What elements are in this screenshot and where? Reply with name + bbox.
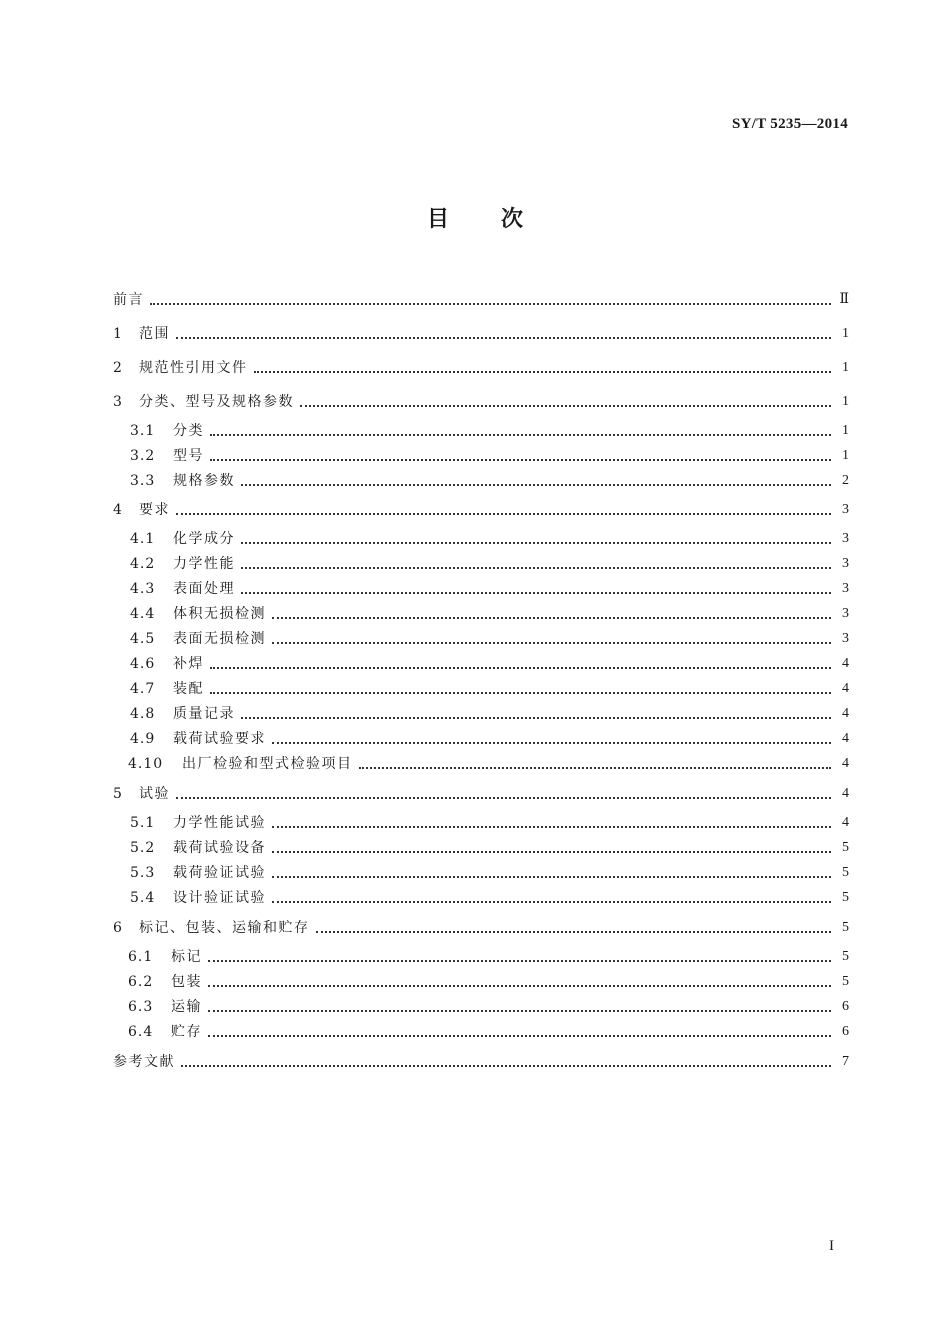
- toc-entry-number: 3: [113, 394, 123, 410]
- toc-entry-label: [130, 730, 266, 748]
- toc-entry-page: 3: [842, 531, 849, 546]
- toc-entry-page: 7: [842, 1054, 849, 1069]
- toc-entry-label: [128, 1023, 202, 1041]
- toc-entry[interactable]: [0, 751, 950, 773]
- toc-entry[interactable]: [0, 389, 950, 411]
- toc-entry-label: [130, 864, 266, 882]
- toc-leader-dots: [300, 405, 831, 407]
- toc-entry-page: 4: [842, 656, 849, 671]
- toc-leader-dots: [272, 901, 831, 903]
- toc-entry-page: 4: [842, 681, 849, 696]
- toc-entry-label: [113, 325, 170, 343]
- toc-entry-number: 4.3: [130, 581, 156, 597]
- toc-entry-page: 1: [842, 448, 849, 463]
- toc-entry[interactable]: [0, 526, 950, 548]
- toc-entry-number: 6: [113, 920, 123, 936]
- toc-entry-page: 3: [842, 556, 849, 571]
- toc-entry-number: 6.3: [128, 999, 154, 1015]
- toc-entry-number: 3.2: [130, 448, 156, 464]
- toc-entry-text: 包装: [171, 974, 202, 990]
- toc-entry-number: 4.8: [130, 706, 156, 722]
- toc-entry[interactable]: [0, 969, 950, 991]
- toc-entry-number: 6.2: [128, 974, 154, 990]
- toc-entry-number: 5: [113, 786, 123, 802]
- toc-entry-number: 6.4: [128, 1024, 154, 1040]
- toc-entry-label: [130, 555, 235, 573]
- toc-entry-label: [128, 948, 202, 966]
- toc-entry-text: 前言: [113, 292, 144, 308]
- toc-entry-text: 标记: [171, 949, 202, 965]
- toc-entry-page: 3: [842, 502, 849, 517]
- toc-entry-label: [113, 785, 170, 803]
- toc-entry[interactable]: [0, 601, 950, 623]
- toc-leader-dots: [241, 717, 831, 719]
- toc-leader-dots: [316, 931, 832, 933]
- toc-entry-text: 运输: [171, 999, 202, 1015]
- toc-entry[interactable]: [0, 355, 950, 377]
- toc-entry[interactable]: [0, 321, 950, 343]
- toc-entry-page: 4: [842, 756, 849, 771]
- toc-entry[interactable]: [0, 497, 950, 519]
- toc-entry[interactable]: [0, 676, 950, 698]
- toc-entry-label: [113, 359, 248, 377]
- toc-entry-text: 质量记录: [173, 706, 235, 722]
- toc-entry-label: [130, 814, 266, 832]
- toc-leader-dots: [176, 337, 831, 339]
- toc-entry-text: 表面处理: [173, 581, 235, 597]
- toc-leader-dots: [210, 459, 831, 461]
- toc-entry-number: 4.5: [130, 631, 156, 647]
- toc-entry-number: 4.9: [130, 731, 156, 747]
- toc-entry-text: 规范性引用文件: [139, 360, 248, 376]
- toc-entry-label: [130, 839, 266, 857]
- toc-entry[interactable]: [0, 418, 950, 440]
- toc-entry-page: 5: [842, 974, 849, 989]
- page-title-char-1: 目: [426, 206, 449, 232]
- toc-entry[interactable]: [0, 443, 950, 465]
- toc-entry[interactable]: [0, 551, 950, 573]
- toc-entry-text: 出厂检验和型式检验项目: [182, 756, 353, 772]
- toc-entry-page: 2: [842, 473, 849, 488]
- toc-entry-label: [113, 919, 310, 937]
- toc-leader-dots: [176, 797, 831, 799]
- toc-entry-page: 1: [842, 326, 849, 341]
- toc-entry-text: 载荷试验要求: [173, 731, 266, 747]
- toc-entry-number: 5.4: [130, 890, 156, 906]
- toc-entry-text: 规格参数: [173, 473, 235, 489]
- toc-entry-number: 4.6: [130, 656, 156, 672]
- toc-entry-label: [130, 705, 235, 723]
- toc-leader-dots: [210, 692, 831, 694]
- toc-entry-text: 载荷验证试验: [173, 865, 266, 881]
- toc-entry-page: 5: [842, 865, 849, 880]
- toc-entry[interactable]: [0, 651, 950, 673]
- toc-entry-label: [130, 680, 204, 698]
- toc-leader-dots: [208, 1010, 831, 1012]
- toc-entry[interactable]: [0, 287, 950, 309]
- toc-entry-page: 6: [842, 999, 849, 1014]
- toc-entry-number: 4.7: [130, 681, 156, 697]
- toc-entry-page: 5: [842, 840, 849, 855]
- toc-entry[interactable]: [0, 885, 950, 907]
- toc-entry[interactable]: [0, 810, 950, 832]
- toc-entry-page: 3: [842, 581, 849, 596]
- toc-entry-number: 4: [113, 502, 123, 518]
- toc-entry-text: 分类、型号及规格参数: [139, 394, 294, 410]
- toc-entry-page: 3: [842, 631, 849, 646]
- toc-entry[interactable]: [0, 701, 950, 723]
- toc-entry-page: 6: [842, 1024, 849, 1039]
- toc-entry-label: [130, 605, 266, 623]
- toc-entry-number: 5.3: [130, 865, 156, 881]
- toc-leader-dots: [181, 1065, 831, 1067]
- toc-entry-number: 3.1: [130, 423, 156, 439]
- page-number: I: [829, 1238, 834, 1254]
- toc-leader-dots: [210, 434, 831, 436]
- toc-entry-label: [128, 755, 353, 773]
- toc-entry-text: 力学性能试验: [173, 815, 266, 831]
- toc-leader-dots: [208, 985, 831, 987]
- toc-entry-label: [130, 580, 235, 598]
- toc-leader-dots: [208, 960, 831, 962]
- toc-entry[interactable]: [0, 726, 950, 748]
- toc-entry[interactable]: [0, 781, 950, 803]
- toc-entry-page: 4: [842, 815, 849, 830]
- toc-entry-page: 4: [842, 731, 849, 746]
- toc-entry-label: [130, 472, 235, 490]
- toc-leader-dots: [359, 767, 832, 769]
- toc-entry-page: 1: [842, 394, 849, 409]
- toc-leader-dots: [272, 642, 831, 644]
- toc-entry[interactable]: [0, 915, 950, 937]
- toc-entry-page: 1: [842, 360, 849, 375]
- toc-entry-text: 要求: [139, 502, 170, 518]
- toc-entry-number: 4.2: [130, 556, 156, 572]
- toc-entry[interactable]: [0, 1049, 950, 1071]
- toc-entry-text: 参考文献: [113, 1054, 175, 1070]
- toc-entry-page: 4: [842, 706, 849, 721]
- toc-entry-page: 5: [842, 949, 849, 964]
- toc-entry-text: 化学成分: [173, 531, 235, 547]
- toc-entry-text: 贮存: [171, 1024, 202, 1040]
- toc-leader-dots: [208, 1035, 831, 1037]
- toc-entry-label: [130, 655, 204, 673]
- toc-entry-text: 试验: [139, 786, 170, 802]
- toc-entry[interactable]: [0, 860, 950, 882]
- toc-entry-number: 4.1: [130, 531, 156, 547]
- toc-leader-dots: [254, 371, 832, 373]
- toc-entry-label: [130, 630, 266, 648]
- toc-entry-label: [113, 1053, 175, 1071]
- toc-leader-dots: [272, 617, 831, 619]
- toc-entry-number: 5.1: [130, 815, 156, 831]
- toc-entry-number: 4.10: [128, 756, 164, 772]
- toc-entry-label: [113, 501, 170, 519]
- toc-leader-dots: [272, 742, 831, 744]
- page-title-char-2: 次: [501, 206, 524, 232]
- toc-entry-page: 1: [842, 423, 849, 438]
- toc-entry-number: 1: [113, 326, 123, 342]
- standard-code: SY/T 5235—2014: [731, 116, 848, 132]
- toc-leader-dots: [241, 484, 831, 486]
- toc-entry-label: [128, 998, 202, 1016]
- toc-entry-text: 型号: [173, 448, 204, 464]
- toc-leader-dots: [272, 851, 831, 853]
- toc-entry-text: 体积无损检测: [173, 606, 266, 622]
- toc-entry-label: [130, 530, 235, 548]
- toc-entry-label: [130, 422, 204, 440]
- toc-leader-dots: [241, 542, 831, 544]
- toc-entry-text: 补焊: [173, 656, 204, 672]
- toc-leader-dots: [241, 567, 831, 569]
- toc-entry-page: 4: [842, 786, 849, 801]
- toc-entry-label: [130, 889, 266, 907]
- toc-entry-text: 设计验证试验: [173, 890, 266, 906]
- toc-entry-page: 5: [842, 890, 849, 905]
- toc-entry-text: 表面无损检测: [173, 631, 266, 647]
- toc-entry[interactable]: [0, 468, 950, 490]
- toc-leader-dots: [210, 667, 831, 669]
- toc-entry[interactable]: [0, 994, 950, 1016]
- toc-entry-label: [128, 973, 202, 991]
- toc-entry[interactable]: [0, 576, 950, 598]
- toc-entry-number: 5.2: [130, 840, 156, 856]
- toc-entry[interactable]: [0, 835, 950, 857]
- toc-entry-label: [113, 393, 294, 411]
- toc-entry-number: 2: [113, 360, 123, 376]
- toc-leader-dots: [272, 876, 831, 878]
- toc-entry-text: 标记、包装、运输和贮存: [139, 920, 310, 936]
- toc-entry-number: 4.4: [130, 606, 156, 622]
- toc-leader-dots: [272, 826, 831, 828]
- toc-entry[interactable]: [0, 944, 950, 966]
- toc-entry-number: 6.1: [128, 949, 154, 965]
- toc-entry-page: 3: [842, 606, 849, 621]
- toc-leader-dots: [241, 592, 831, 594]
- toc-entry-text: 载荷试验设备: [173, 840, 266, 856]
- toc-entry-text: 范围: [139, 326, 170, 342]
- toc-entry-text: 分类: [173, 423, 204, 439]
- toc-entry-label: [113, 291, 144, 309]
- toc-entry-label: [130, 447, 204, 465]
- toc-leader-dots: [176, 513, 831, 515]
- toc-entry[interactable]: [0, 626, 950, 648]
- toc-entry-text: 装配: [173, 681, 204, 697]
- toc-entry-text: 力学性能: [173, 556, 235, 572]
- toc-entry-page: 5: [842, 920, 849, 935]
- toc-entry-page: Ⅱ: [839, 292, 849, 307]
- toc-entry-number: 3.3: [130, 473, 156, 489]
- toc-leader-dots: [150, 303, 831, 305]
- page-title: [0, 202, 950, 233]
- toc-entry[interactable]: [0, 1019, 950, 1041]
